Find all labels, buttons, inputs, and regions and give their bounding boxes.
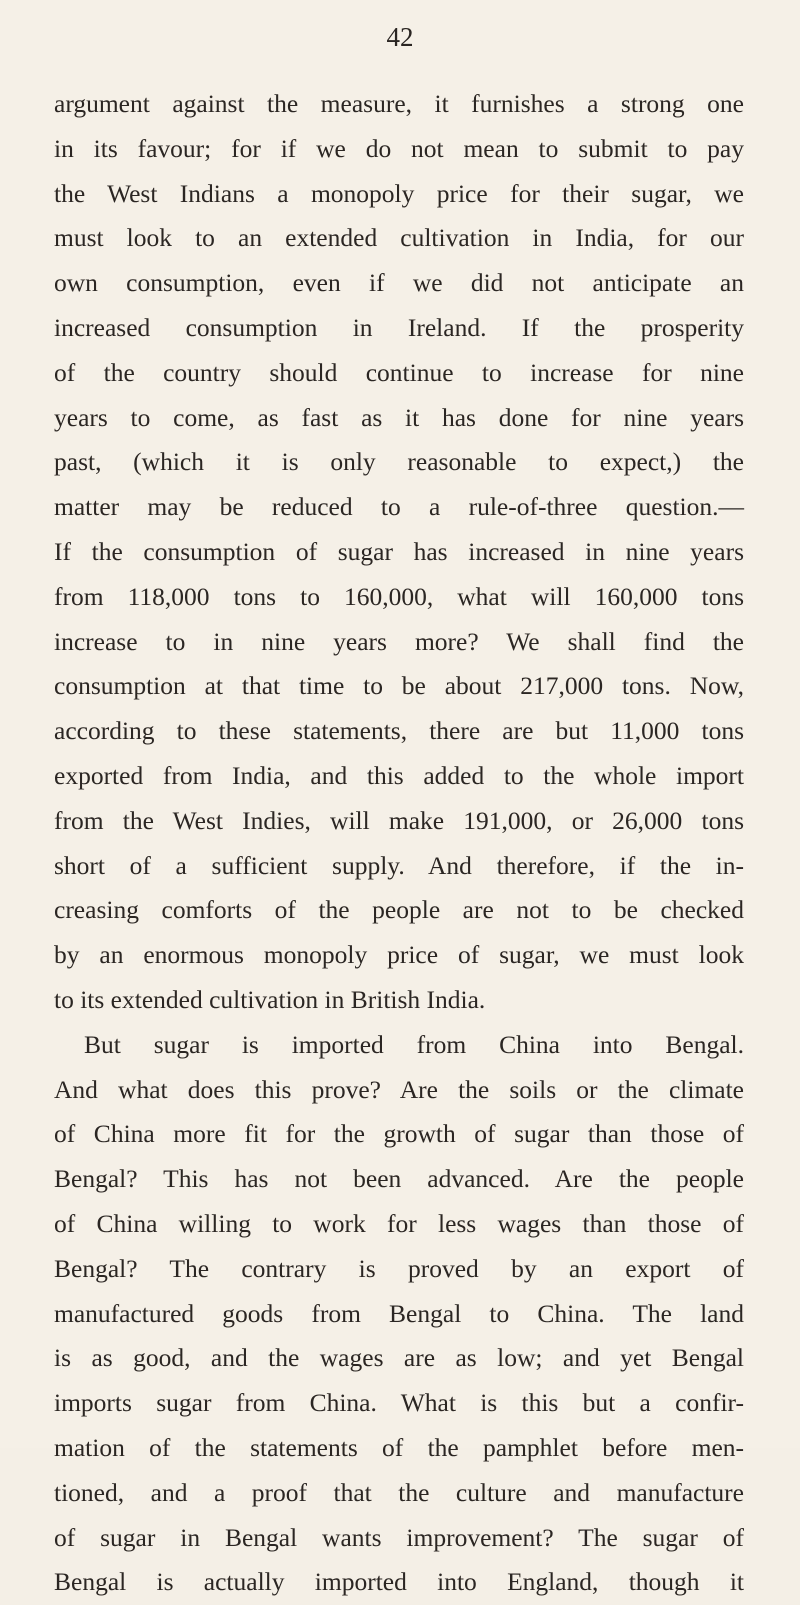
text-line: consumption at that time to be about 217,000 tons. Now, xyxy=(54,671,744,701)
text-line: tioned, and a proof that the culture and manufacture xyxy=(54,1477,744,1507)
text-line: Bengal is actually imported into England, though it xyxy=(54,1567,744,1597)
text-line: by an enormous monopoly price of sugar, we must look xyxy=(54,940,744,970)
page-number: 42 xyxy=(386,22,414,52)
text-line: of the country should continue to increase for nine xyxy=(54,357,744,387)
text-line: past, (which it is only reasonable to expect,) the xyxy=(54,447,744,477)
text-line: of China more fit for the growth of sugar than those of xyxy=(54,1119,744,1149)
text-line: in its favour; for if we do not mean to submit to pay xyxy=(54,133,744,163)
text-line: according to these statements, there are but 11,000 tons xyxy=(54,716,744,746)
paragraph-start-line: But sugar is imported from China into Bengal. xyxy=(84,1029,744,1059)
text-line: increased consumption in Ireland. If the prosperity xyxy=(54,312,744,342)
text-line: own consumption, even if we did not anticipate an xyxy=(54,268,744,298)
text-line: short of a sufficient supply. And therefore, if the in- xyxy=(54,850,744,880)
text-line: of sugar in Bengal wants improvement? The sugar of xyxy=(54,1522,744,1552)
paragraph-end-line: to its extended cultivation in British India. xyxy=(54,984,486,1014)
text-line: If the consumption of sugar has increased in nine years xyxy=(54,536,744,566)
text-line: imports sugar from China. What is this but a confir- xyxy=(54,1388,744,1418)
text-line: from the West Indies, will make 191,000, or 26,000 tons xyxy=(54,805,744,835)
text-line: is as good, and the wages are as low; and yet Bengal xyxy=(54,1343,744,1373)
body-text xyxy=(54,82,744,1605)
text-line: the West Indians a monopoly price for their sugar, we xyxy=(54,178,744,208)
text-line: exported from India, and this added to the whole import xyxy=(54,760,744,790)
text-line: And what does this prove? Are the soils or the climate xyxy=(54,1074,744,1104)
text-line: argument against the measure, it furnishes a strong one xyxy=(54,89,744,118)
text-line: manufactured goods from Bengal to China. The land xyxy=(54,1298,744,1328)
text-line: increase to in nine years more? We shall find the xyxy=(54,626,744,656)
text-line: years to come, as fast as it has done for nine years xyxy=(54,402,744,432)
text-line: must look to an extended cultivation in India, for our xyxy=(54,223,744,253)
text-line: of China willing to work for less wages than those of xyxy=(54,1208,744,1238)
text-line: Bengal? This has not been advanced. Are the people xyxy=(54,1164,744,1194)
text-line: from 118,000 tons to 160,000, what will 160,000 tons xyxy=(54,581,744,611)
text-line: mation of the statements of the pamphlet before men- xyxy=(54,1432,744,1462)
text-line: Bengal? The contrary is proved by an export of xyxy=(54,1253,744,1283)
text-line: creasing comforts of the people are not to be checked xyxy=(54,895,744,925)
text-line: matter may be reduced to a rule-of-three question.— xyxy=(54,492,744,522)
